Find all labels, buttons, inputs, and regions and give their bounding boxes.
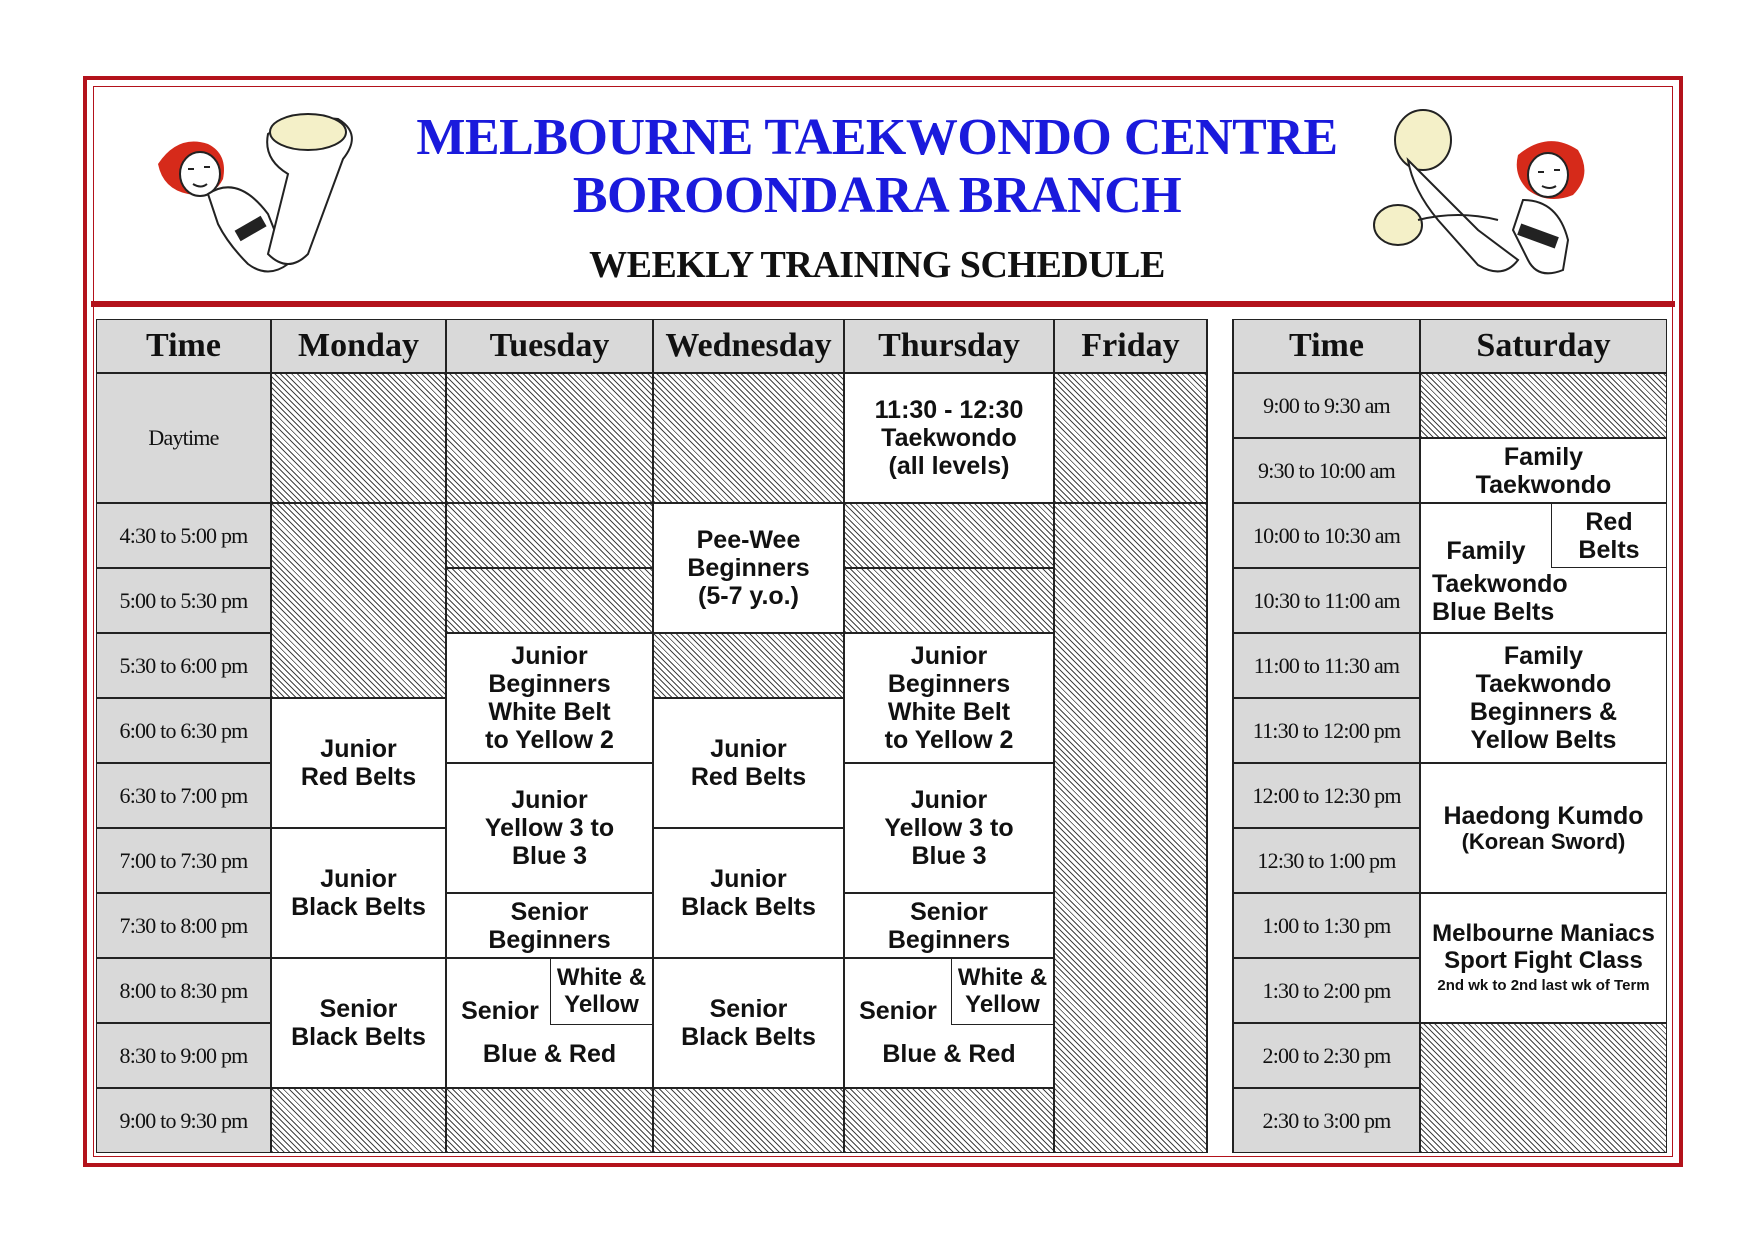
- monday-empty: [271, 503, 446, 698]
- header-friday: Friday: [1054, 319, 1207, 373]
- wednesday-junior-black-belts: Junior Black Belts: [653, 828, 844, 958]
- tuesday-senior-beginners: Senior Beginners: [446, 893, 653, 958]
- time-cell: 12:00 to 12:30 pm: [1233, 763, 1420, 828]
- tuesday-blue-red: Blue & Red: [482, 1040, 617, 1068]
- title-line2: BOROONDARA BRANCH: [572, 167, 1182, 224]
- time-cell: 4:30 to 5:00 pm: [96, 503, 271, 568]
- time-cell: 6:30 to 7:00 pm: [96, 763, 271, 828]
- wednesday-senior-black-belts: Senior Black Belts: [653, 958, 844, 1088]
- thursday-blue-red: Blue & Red: [882, 1040, 1016, 1068]
- thursday-junior-beginners: Junior Beginners White Belt to Yellow 2: [844, 633, 1054, 763]
- saturday-empty: [1420, 373, 1667, 438]
- saturday-red-belts: Red Belts: [1551, 503, 1667, 568]
- time-cell: Daytime: [96, 373, 271, 503]
- maniacs-title: Melbourne Maniacs Sport Fight Class: [1432, 919, 1655, 974]
- kumdo-title: Haedong Kumdo: [1443, 801, 1644, 830]
- time-cell: 6:00 to 6:30 pm: [96, 698, 271, 763]
- time-cell: 5:00 to 5:30 pm: [96, 568, 271, 633]
- time-cell: 5:30 to 6:00 pm: [96, 633, 271, 698]
- saturday-family-label: Family: [1446, 537, 1526, 565]
- column-gap: [1207, 319, 1233, 1153]
- wednesday-empty: [653, 373, 844, 503]
- saturday-family-beginners-yellow: Family Taekwondo Beginners & Yellow Belts: [1420, 633, 1667, 763]
- thursday-empty: [844, 1088, 1054, 1153]
- friday-empty: [1054, 373, 1207, 503]
- time-cell: 11:00 to 11:30 am: [1233, 633, 1420, 698]
- thursday-empty: [844, 568, 1054, 633]
- wednesday-peewee-beginners: Pee-Wee Beginners (5-7 y.o.): [653, 503, 844, 633]
- schedule-subtitle: WEEKLY TRAINING SCHEDULE: [589, 244, 1165, 286]
- kumdo-subtitle: (Korean Sword): [1461, 828, 1626, 854]
- header-monday: Monday: [271, 319, 446, 373]
- monday-empty: [271, 1088, 446, 1153]
- saturday-haedong-kumdo: [1420, 763, 1667, 893]
- monday-empty: [271, 373, 446, 503]
- tuesday-senior-label: Senior: [461, 997, 539, 1025]
- friday-empty: [1054, 503, 1207, 1153]
- header-wednesday: Wednesday: [653, 319, 844, 373]
- tuesday-white-yellow: White & Yellow: [550, 958, 653, 1025]
- monday-junior-black-belts: Junior Black Belts: [271, 828, 446, 958]
- tuesday-empty: [446, 568, 653, 633]
- thursday-senior-beginners: Senior Beginners: [844, 893, 1054, 958]
- time-cell: 10:00 to 10:30 am: [1233, 503, 1420, 568]
- wednesday-empty: [653, 1088, 844, 1153]
- time-cell: 9:00 to 9:30 am: [1233, 373, 1420, 438]
- monday-junior-red-belts: Junior Red Belts: [271, 698, 446, 828]
- thursday-daytime-taekwondo: 11:30 - 12:30 Taekwondo (all levels): [844, 373, 1054, 503]
- time-cell: 7:00 to 7:30 pm: [96, 828, 271, 893]
- tuesday-empty: [446, 503, 653, 568]
- header-tuesday: Tuesday: [446, 319, 653, 373]
- saturday-family-taekwondo: Family Taekwondo: [1420, 438, 1667, 503]
- saturday-taekwondo-blue-belts: Taekwondo Blue Belts: [1432, 570, 1568, 626]
- thursday-white-yellow: White & Yellow: [951, 958, 1054, 1025]
- tuesday-junior-beginners: Junior Beginners White Belt to Yellow 2: [446, 633, 653, 763]
- time-cell: 8:30 to 9:00 pm: [96, 1023, 271, 1088]
- monday-senior-black-belts: Senior Black Belts: [271, 958, 446, 1088]
- saturday-melbourne-maniacs: [1420, 893, 1667, 1023]
- thursday-empty: [844, 503, 1054, 568]
- header-time: Time: [96, 319, 271, 373]
- time-cell: 8:00 to 8:30 pm: [96, 958, 271, 1023]
- title-line1: MELBOURNE TAEKWONDO CENTRE: [416, 109, 1338, 166]
- time-cell: 2:30 to 3:00 pm: [1233, 1088, 1420, 1153]
- header-saturday-time: Time: [1233, 319, 1420, 373]
- header-thursday: Thursday: [844, 319, 1054, 373]
- time-cell: 11:30 to 12:00 pm: [1233, 698, 1420, 763]
- tuesday-empty: [446, 373, 653, 503]
- header-saturday: Saturday: [1420, 319, 1667, 373]
- maniacs-note: 2nd wk to 2nd last wk of Term: [1437, 977, 1650, 995]
- time-cell: 10:30 to 11:00 am: [1233, 568, 1420, 633]
- wednesday-junior-red-belts: Junior Red Belts: [653, 698, 844, 828]
- time-cell: 9:00 to 9:30 pm: [96, 1088, 271, 1153]
- thursday-senior-label: Senior: [859, 997, 937, 1025]
- time-cell: 9:30 to 10:00 am: [1233, 438, 1420, 503]
- saturday-empty: [1420, 1023, 1667, 1153]
- time-cell: 12:30 to 1:00 pm: [1233, 828, 1420, 893]
- thursday-junior-yellow-blue: Junior Yellow 3 to Blue 3: [844, 763, 1054, 893]
- time-cell: 7:30 to 8:00 pm: [96, 893, 271, 958]
- time-cell: 2:00 to 2:30 pm: [1233, 1023, 1420, 1088]
- wednesday-empty: [653, 633, 844, 698]
- time-cell: 1:30 to 2:00 pm: [1233, 958, 1420, 1023]
- time-cell: 1:00 to 1:30 pm: [1233, 893, 1420, 958]
- tuesday-empty: [446, 1088, 653, 1153]
- tuesday-junior-yellow-blue: Junior Yellow 3 to Blue 3: [446, 763, 653, 893]
